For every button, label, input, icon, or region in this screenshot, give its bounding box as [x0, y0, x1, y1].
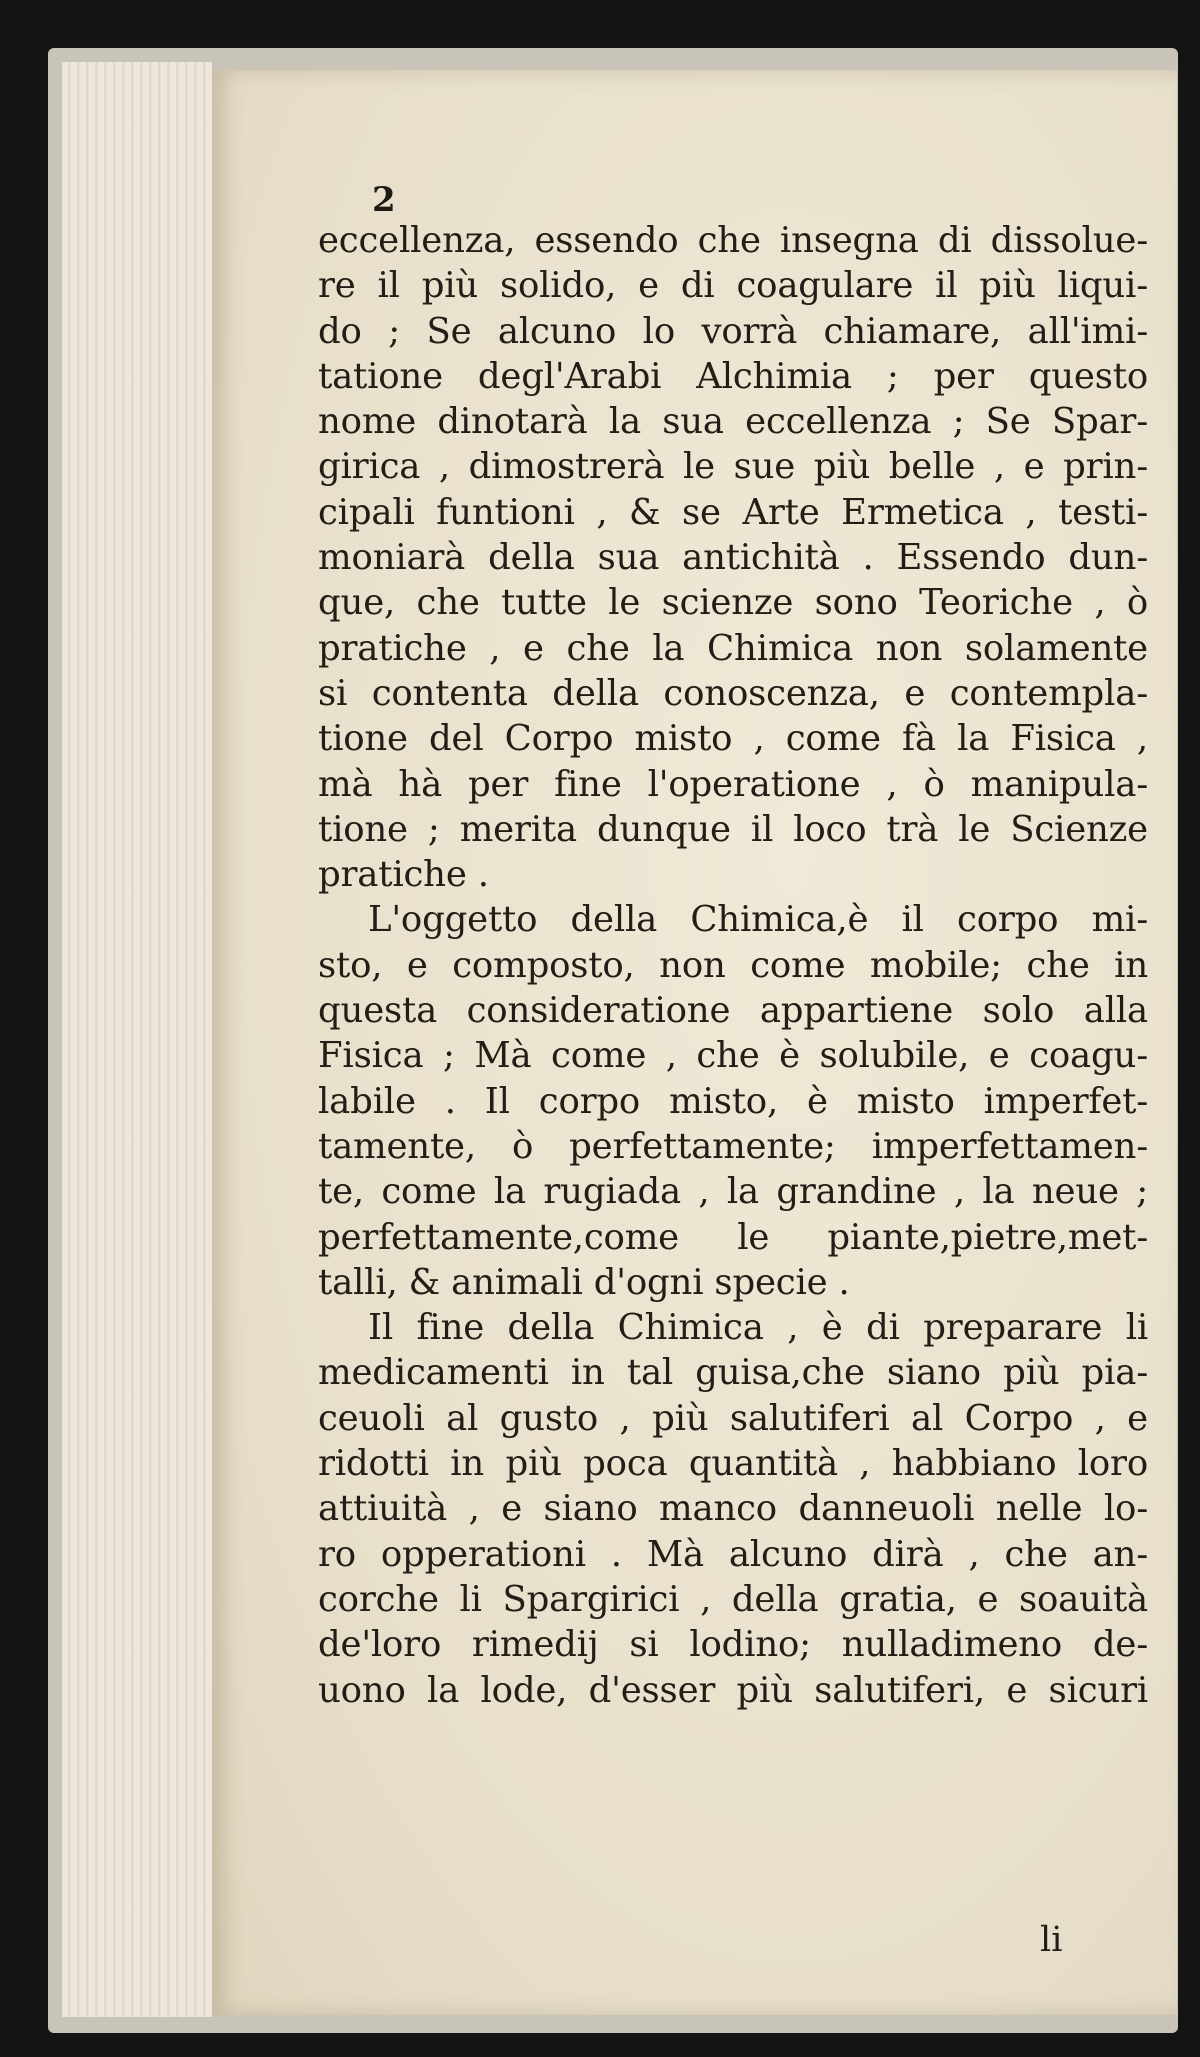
text-line: re il più solido, e di coagulare il più liqui- [318, 265, 1148, 307]
text-line: pratiche , e che la Chimica non solamente [318, 627, 1148, 669]
text-line: si contenta della conoscenza, e contempla- [318, 672, 1148, 714]
text-line: Il fine della Chimica , è di preparare li [368, 1307, 1148, 1349]
text-line: tatione degl'Arabi Alchimia ; per questo [318, 355, 1148, 397]
text-line: sto, e composto, non come mobile; che in [318, 944, 1148, 986]
text-line: attiuità , e siano manco danneuoli nelle lo- [318, 1488, 1148, 1530]
text-line: ro opperationi . Mà alcuno dirà , che an- [318, 1533, 1148, 1575]
text-line: tione del Corpo misto , come fà la Fisica , [318, 718, 1148, 760]
text-line: moniarà della sua antichità . Essendo dun- [318, 537, 1148, 579]
text-line: do ; Se alcuno lo vorrà chiamare, all'imi- [318, 310, 1148, 352]
text-line: ceuoli al gusto , più salutiferi al Corpo , e [318, 1397, 1148, 1439]
page-edges [62, 62, 212, 2017]
text-line: talli, & animali d'ogni specie . [318, 1261, 850, 1303]
text-line: Fisica ; Mà come , che è solubile, e coagu- [318, 1035, 1148, 1077]
text-line: mà hà per fine l'operatione , ò manipula- [318, 763, 1148, 805]
body-text [318, 218, 1148, 1713]
text-line: medicamenti in tal guisa,che siano più pia- [318, 1352, 1148, 1394]
text-line: tione ; merita dunque il loco trà le Scienze [318, 808, 1148, 850]
text-line: te, come la rugiada , la grandine , la neue ; [318, 1171, 1148, 1213]
text-line: pratiche . [318, 854, 489, 896]
text-line: labile . Il corpo misto, è misto imperfet- [318, 1080, 1148, 1122]
text-line: nome dinotarà la sua eccellenza ; Se Spar- [318, 401, 1148, 443]
text-line: perfettamente,come le piante,pietre,met- [318, 1216, 1148, 1258]
text-line: tamente, ò perfettamente; imperfettamen- [318, 1125, 1148, 1167]
text-line: que, che tutte le scienze sono Teoriche , ò [318, 582, 1148, 624]
text-line: ridotti in più poca quantità , habbiano loro [318, 1443, 1148, 1485]
catchword: li [1040, 1920, 1063, 1960]
text-line: de'loro rimedij si lodino; nulladimeno de- [318, 1624, 1148, 1666]
text-line: girica , dimostrerà le sue più belle , e prin- [318, 446, 1148, 488]
text-line: corche li Spargirici , della gratia, e soauità [318, 1578, 1148, 1620]
text-line: questa consideratione appartiene solo alla [318, 990, 1148, 1032]
text-line: eccellenza, essendo che insegna di dissolue- [318, 220, 1148, 261]
page-number: 2 [372, 180, 396, 220]
text-line: uono la lode, d'esser più salutiferi, e sicuri [318, 1669, 1148, 1711]
text-line: cipali funtioni , & se Arte Ermetica , testi- [318, 491, 1148, 533]
text-line: L'oggetto della Chimica,è il corpo mi- [368, 899, 1148, 941]
